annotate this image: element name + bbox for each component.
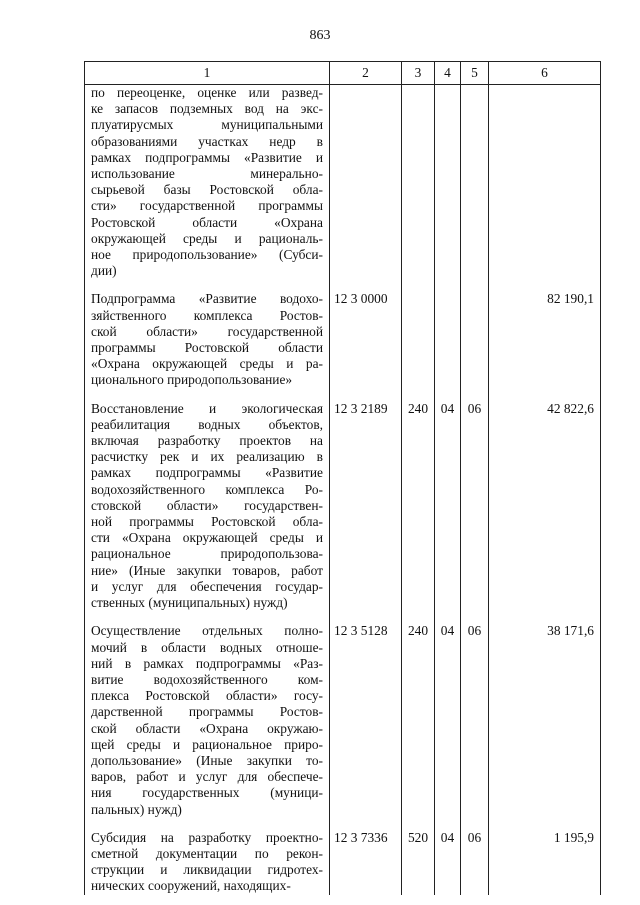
row-spacer — [85, 818, 601, 830]
row-expense-type — [402, 85, 435, 280]
row-section — [435, 291, 461, 388]
row-description — [85, 401, 330, 612]
row-subsection — [461, 85, 489, 280]
spacer-cell — [461, 818, 489, 830]
description-line: дарственной программы Ростов- — [91, 704, 323, 720]
description-line: щей среды и рациональное приро- — [91, 736, 323, 752]
description-line: ное природопользование» (Субси- — [91, 247, 323, 263]
description-line: по переоценке, оценке или развед- — [91, 85, 323, 100]
row-subsection: 06 — [461, 830, 489, 895]
description-line: сти» государственной программы — [91, 198, 323, 214]
row-expense-type: 240 — [402, 401, 435, 612]
header-col-2: 2 — [330, 62, 402, 85]
page-number: 863 — [309, 28, 331, 43]
row-target-code: 12 3 2189 — [330, 401, 402, 612]
spacer-cell — [330, 279, 402, 291]
table-row — [85, 85, 601, 280]
description-line: допользование» (Иные закупки то- — [91, 752, 323, 768]
spacer-cell — [85, 389, 330, 401]
row-amount — [489, 85, 601, 280]
row-subsection: 06 — [461, 401, 489, 612]
row-section: 04 — [435, 830, 461, 895]
row-target-code — [330, 85, 402, 280]
description-line: ний в рамках подпрограммы «Раз- — [91, 655, 323, 671]
row-section: 04 — [435, 401, 461, 612]
row-amount: 82 190,1 — [489, 291, 601, 388]
table-header-row — [85, 62, 601, 85]
row-target-code: 12 3 7336 — [330, 830, 402, 895]
description-line: реабилитация водных объектов, — [91, 416, 323, 432]
spacer-cell — [435, 818, 461, 830]
description-line: Подпрограмма «Развитие водохо- — [91, 291, 323, 307]
row-expense-type: 520 — [402, 830, 435, 895]
description-line: рамках подпрограммы «Развитие — [91, 465, 323, 481]
spacer-cell — [461, 389, 489, 401]
description-line: ской области «Охрана окружаю- — [91, 720, 323, 736]
description-line: Субсидия на разработку проектно- — [91, 829, 323, 845]
row-target-code: 12 3 0000 — [330, 291, 402, 388]
description-line: рациональное природопользова- — [91, 546, 323, 562]
row-subsection: 06 — [461, 623, 489, 817]
table-row — [85, 291, 601, 388]
header-col-6: 6 — [489, 62, 601, 85]
row-description — [85, 85, 330, 280]
spacer-cell — [461, 611, 489, 623]
spacer-cell — [402, 818, 435, 830]
table-row — [85, 401, 601, 612]
header-col-3: 3 — [402, 62, 435, 85]
description-line: Осуществление отдельных полно- — [91, 623, 323, 639]
description-line: стовской области» государствен- — [91, 497, 323, 513]
spacer-cell — [461, 279, 489, 291]
table-row — [85, 623, 601, 817]
row-spacer — [85, 611, 601, 623]
description-line: плекса Ростовской области» госу- — [91, 688, 323, 704]
description-line: Восстановление и экологическая — [91, 400, 323, 416]
description-line: водохозяйственного комплекса Ро- — [91, 481, 323, 497]
row-amount: 42 822,6 — [489, 401, 601, 612]
description-line: сметной документации по рекон- — [91, 845, 323, 861]
spacer-cell — [402, 389, 435, 401]
description-line: программы Ростовской области — [91, 340, 323, 356]
row-spacer — [85, 389, 601, 401]
spacer-cell — [435, 389, 461, 401]
row-description — [85, 291, 330, 388]
description-line: ственных (муниципальных) нужд) — [91, 595, 288, 611]
description-line: струкции и ликвидации гидротех- — [91, 862, 323, 878]
spacer-cell — [330, 818, 402, 830]
spacer-cell — [85, 818, 330, 830]
row-amount: 38 171,6 — [489, 623, 601, 817]
description-line: ке запасов подземных вод на экс- — [91, 101, 323, 117]
description-line: витие водохозяйственного ком- — [91, 671, 323, 687]
budget-table — [84, 61, 600, 895]
spacer-cell — [489, 818, 601, 830]
spacer-cell — [330, 611, 402, 623]
spacer-cell — [489, 279, 601, 291]
description-line: использование минерально- — [91, 166, 323, 182]
header-col-4: 4 — [435, 62, 461, 85]
description-line: окружающей среды и рациональ- — [91, 230, 323, 246]
header-col-5: 5 — [461, 62, 489, 85]
spacer-cell — [489, 389, 601, 401]
description-line: ной программы Ростовской обла- — [91, 514, 323, 530]
row-target-code: 12 3 5128 — [330, 623, 402, 817]
description-line: варов, работ и услуг для обеспече- — [91, 769, 323, 785]
description-line: сырьевой базы Ростовской обла- — [91, 182, 323, 198]
row-spacer — [85, 279, 601, 291]
description-line: рамках подпрограммы «Развитие и — [91, 149, 323, 165]
row-description — [85, 623, 330, 817]
row-section: 04 — [435, 623, 461, 817]
description-line: включая разработку проектов на — [91, 433, 323, 449]
spacer-cell — [435, 279, 461, 291]
description-line: «Охрана окружающей среды и ра- — [91, 356, 323, 372]
description-line: и услуг для обеспечения государ- — [91, 578, 323, 594]
description-line: ния государственных (муници- — [91, 785, 323, 801]
row-expense-type — [402, 291, 435, 388]
row-description — [85, 830, 330, 895]
description-line: Ростовской области «Охрана — [91, 214, 323, 230]
spacer-cell — [85, 611, 330, 623]
description-line: нических сооружений, находящих- — [91, 878, 291, 894]
description-line: образованиями участках недр в — [91, 133, 323, 149]
row-expense-type: 240 — [402, 623, 435, 817]
table-row — [85, 830, 601, 895]
description-line: ской области» государственной — [91, 323, 323, 339]
header-col-1: 1 — [85, 62, 330, 85]
row-amount: 1 195,9 — [489, 830, 601, 895]
spacer-cell — [402, 611, 435, 623]
table-body — [85, 85, 601, 895]
spacer-cell — [85, 279, 330, 291]
spacer-cell — [330, 389, 402, 401]
description-line: плуатирусмых муниципальными — [91, 117, 323, 133]
description-line: зяйственного комплекса Ростов- — [91, 307, 323, 323]
description-line: ционального природопользование» — [91, 372, 293, 388]
row-section — [435, 85, 461, 280]
spacer-cell — [402, 279, 435, 291]
description-line: ние» (Иные закупки товаров, работ — [91, 562, 323, 578]
description-line: пальных) нужд) — [91, 801, 182, 817]
spacer-cell — [489, 611, 601, 623]
description-line: расчистку рек и их реализацию в — [91, 449, 323, 465]
description-line: сти «Охрана окружающей среды и — [91, 530, 323, 546]
row-subsection — [461, 291, 489, 388]
description-line: дии) — [91, 263, 117, 279]
spacer-cell — [435, 611, 461, 623]
description-line: мочий в области водных отноше- — [91, 639, 323, 655]
